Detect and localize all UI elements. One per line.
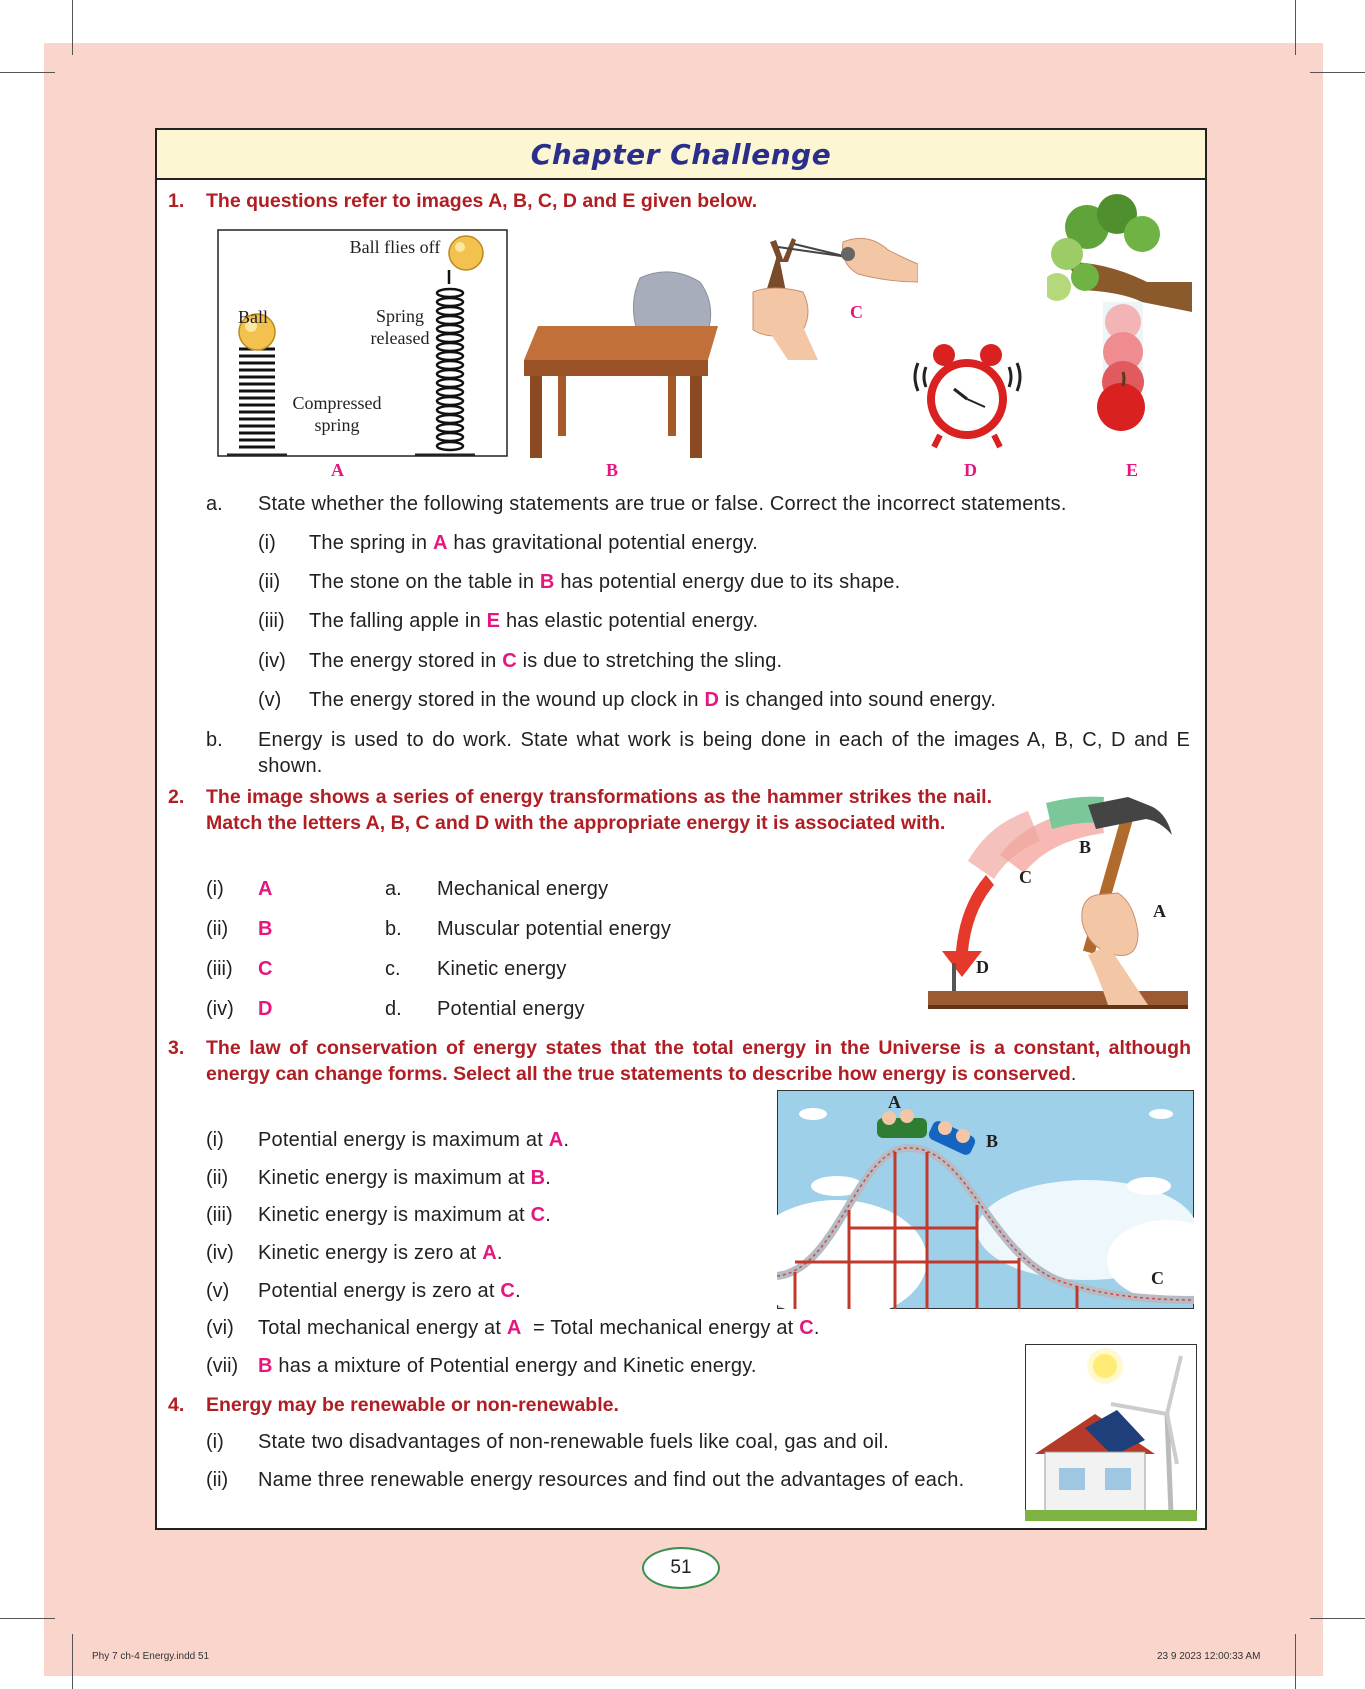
q1b-marker: b. [206,729,223,751]
q2-right-text: Mechanical energy [437,878,609,900]
hammer-label-c: C [1019,867,1032,887]
q3-heading: The law of conservation of energy states that the total energy in the Universe is a constant, although energy can change forms. Select all the true statements to describe how energy is conserved. [206,1037,1191,1085]
footer-timestamp: 23 9 2023 12:00:33 AM [1157,1651,1261,1662]
fig-label-ball: Ball [238,307,268,327]
figure-roller-coaster [777,1090,1194,1309]
crop-mark [72,0,73,55]
q4-item-num: (i) [206,1431,224,1453]
q4-heading: Energy may be renewable or non-renewable. [206,1394,619,1416]
title-bar [157,130,1205,180]
figure-c-catapult [748,222,918,362]
q4-number: 4. [168,1394,185,1416]
q2-left-key: D [258,998,273,1020]
figure-label-c: C [850,302,863,322]
q2-right-num: b. [385,918,402,940]
key-letter: B [530,1167,546,1189]
crop-mark [72,1634,73,1689]
q3-item: Total mechanical energy at A = Total mechanical energy at C. [258,1317,820,1339]
coaster-label-b: B [986,1131,999,1151]
q2-right-num: c. [385,958,401,980]
figure-label-b: B [606,460,619,480]
key-letter: A [506,1317,522,1339]
q1a-item: The falling apple in E has elastic potential energy. [309,610,759,632]
q1b-instruction: Energy is used to do work. State what work is being done in each of the images A, B, C, D and E shown. [258,729,1190,777]
q3-item: Potential energy is zero at C. [258,1280,521,1302]
q2-left-num: (ii) [206,918,229,940]
q1a-marker: a. [206,493,223,515]
q1-heading: The questions refer to images A, B, C, D and E given below. [206,190,758,212]
q1a-item-num: (ii) [258,571,281,593]
key-letter: C [530,1204,546,1226]
q2-right-text: Muscular potential energy [437,918,672,940]
key-letter: C [799,1317,814,1339]
key-letter: E [486,610,501,632]
crop-mark [1295,1634,1296,1689]
q2-right-text: Kinetic energy [437,958,567,980]
page-title: Chapter Challenge [530,138,832,171]
q1a-item: The energy stored in the wound up clock in D is changed into sound energy. [309,689,997,711]
q1a-item: The spring in A has gravitational potential energy. [309,532,758,554]
q3-item-num: (vi) [206,1317,234,1339]
figure-label-a: A [331,460,344,480]
q3-item-num: (vii) [206,1355,239,1377]
key-letter: C [500,1280,516,1302]
page-number: 51 [642,1547,720,1589]
key-letter: D [704,689,720,711]
q3-item: B has a mixture of Potential energy and Kinetic energy. [258,1355,757,1377]
q2-left-key: B [258,918,273,940]
crop-mark [0,72,55,73]
fig-label-ball-flies-off: Ball flies off [349,237,441,257]
q3-number: 3. [168,1037,185,1059]
q2-left-num: (i) [206,878,224,900]
key-letter: C [502,650,517,672]
q3-item: Kinetic energy is zero at A. [258,1242,503,1264]
q4-item: State two disadvantages of non-renewable fuels like coal, gas and oil. [258,1431,890,1453]
q3-item-num: (iv) [206,1242,234,1264]
key-letter: B [539,571,555,593]
figure-label-d: D [964,460,977,480]
hammer-label-a: A [1153,901,1166,921]
q2-heading: The image shows a series of energy transformations as the hammer strikes the nail. Match the letters A, B, C and D with the appropriate energy it is associated with. [206,786,992,834]
figure-renewable-house [1025,1344,1197,1521]
figure-e-apple-tree [1047,192,1197,442]
figure-d-alarm-clock [910,343,1025,453]
q2-left-key: A [258,878,273,900]
q1a-item: The energy stored in C is due to stretching the sling. [309,650,783,672]
coaster-label-a: A [888,1092,901,1112]
q3-item: Kinetic energy is maximum at B. [258,1167,551,1189]
q2-left-num: (iii) [206,958,233,980]
coaster-label-c: C [1151,1268,1164,1288]
q3-item: Potential energy is maximum at A. [258,1129,570,1151]
q3-item: Kinetic energy is maximum at C. [258,1204,551,1226]
key-letter: A [482,1242,497,1264]
q2-right-text: Potential energy [437,998,585,1020]
q2-right-num: d. [385,998,402,1020]
q1a-instruction: State whether the following statements are true or false. Correct the incorrect statements. [258,493,1067,515]
fig-label-spring-released: Spring released [370,306,430,348]
hammer-label-d: D [976,957,989,977]
q3-item-num: (v) [206,1280,230,1302]
key-letter: B [258,1355,273,1377]
q2-number: 2. [168,786,185,808]
crop-mark [1295,0,1296,55]
hammer-label-b: B [1079,837,1092,857]
q1a-item-num: (i) [258,532,276,554]
q1-number: 1. [168,190,185,212]
crop-mark [1310,72,1365,73]
fig-label-compressed-spring: Compressed spring [292,393,382,435]
q2-right-num: a. [385,878,402,900]
q3-item-num: (ii) [206,1167,229,1189]
q2-left-num: (iv) [206,998,234,1020]
key-letter: A [432,532,448,554]
crop-mark [0,1618,55,1619]
q2-left-key: C [258,958,273,980]
q4-item-num: (ii) [206,1469,229,1491]
q3-item-num: (iii) [206,1204,233,1226]
q1a-item-num: (iii) [258,610,285,632]
key-letter: A [548,1129,564,1151]
q1a-item: The stone on the table in B has potential energy due to its shape. [309,571,901,593]
q3-item-num: (i) [206,1129,224,1151]
figure-b-stone-table [518,268,726,458]
footer-file-name: Phy 7 ch-4 Energy.indd 51 [92,1651,210,1662]
figure-label-e: E [1126,460,1139,480]
q1a-item-num: (iv) [258,650,286,672]
q4-item: Name three renewable energy resources and find out the advantages of each. [258,1469,965,1491]
q1a-item-num: (v) [258,689,282,711]
crop-mark [1310,1618,1365,1619]
